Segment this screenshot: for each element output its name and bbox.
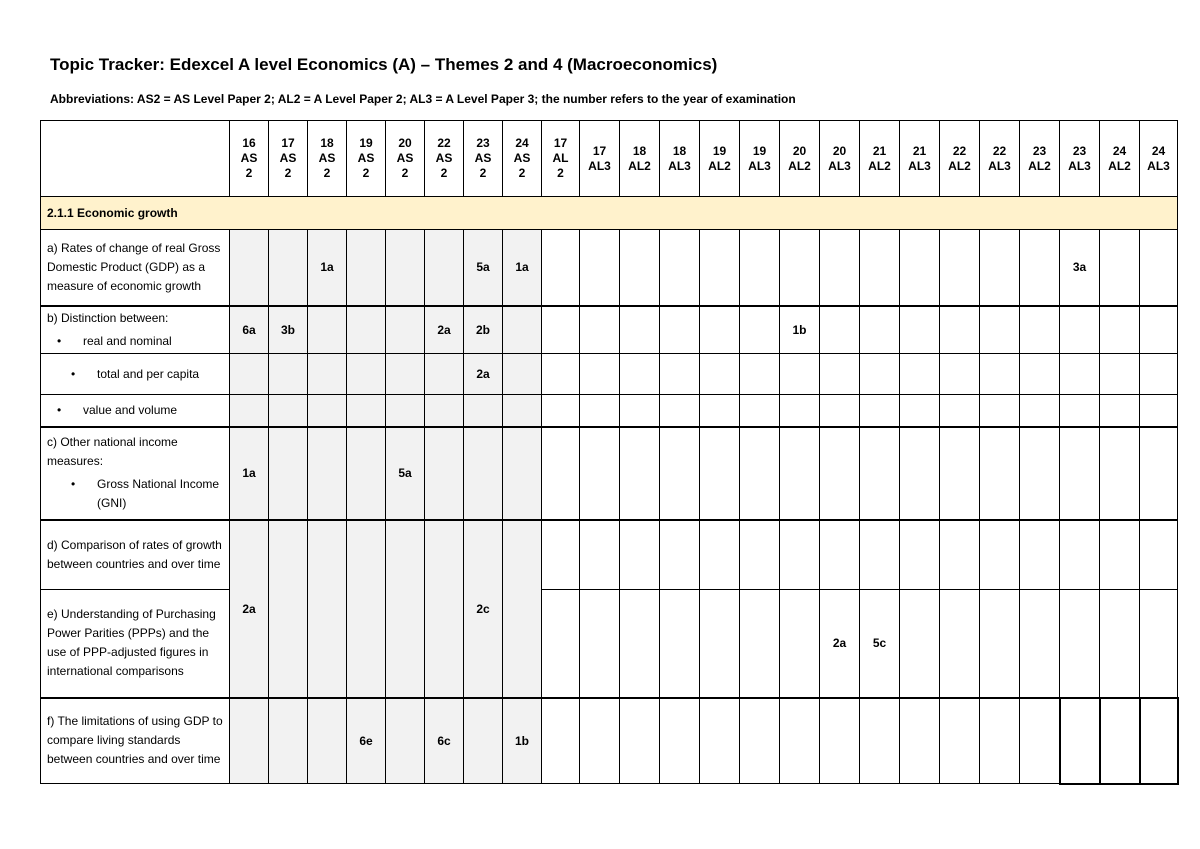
table-cell: [700, 354, 740, 395]
table-cell: [620, 395, 660, 427]
table-cell: [580, 354, 620, 395]
column-header: 16 AS 2: [230, 121, 269, 197]
table-cell: [386, 395, 425, 427]
table-cell: [269, 427, 308, 520]
table-cell: [580, 520, 620, 590]
table-cell: [700, 698, 740, 784]
table-cell: [230, 354, 269, 395]
table-cell: [1100, 698, 1140, 784]
column-header: 19 AS 2: [347, 121, 386, 197]
table-cell: [425, 354, 464, 395]
table-cell: [347, 520, 386, 698]
table-cell: 1b: [780, 306, 820, 354]
table-cell: [980, 427, 1020, 520]
table-cell: [1140, 354, 1178, 395]
table-cell: [1020, 395, 1060, 427]
table-cell: [940, 395, 980, 427]
table-cell: [503, 354, 542, 395]
table-cell: [820, 230, 860, 306]
table-cell: [347, 354, 386, 395]
table-cell: [542, 395, 580, 427]
table-cell: [542, 698, 580, 784]
table-cell: [308, 354, 347, 395]
table-cell: [1100, 306, 1140, 354]
table-cell: 1a: [503, 230, 542, 306]
table-cell: [308, 520, 347, 698]
table-cell: [580, 395, 620, 427]
table-cell: [580, 230, 620, 306]
table-cell: [820, 698, 860, 784]
table-cell: [425, 230, 464, 306]
table-cell: [780, 520, 820, 590]
column-header: 24 AL2: [1100, 121, 1140, 197]
table-cell: [269, 395, 308, 427]
table-cell: 5c: [860, 590, 900, 698]
table-cell: [1060, 520, 1100, 590]
table-cell: 2a: [230, 520, 269, 698]
table-cell: [980, 590, 1020, 698]
bullet-item: • Gross National Income (GNI): [47, 475, 225, 513]
table-cell: [740, 427, 780, 520]
table-cell: [1100, 427, 1140, 520]
table-cell: [900, 354, 940, 395]
table-cell: [620, 354, 660, 395]
table-cell: [940, 520, 980, 590]
column-header: 23 AS 2: [464, 121, 503, 197]
column-header: 17 AL 2: [542, 121, 580, 197]
table-cell: [1060, 698, 1100, 784]
table-cell: [700, 590, 740, 698]
column-header: 18 AL3: [660, 121, 700, 197]
table-cell: 1b: [503, 698, 542, 784]
table-cell: [386, 306, 425, 354]
table-cell: [940, 354, 980, 395]
page-title: Topic Tracker: Edexcel A level Economics (A) – Themes 2 and 4 (Macroeconomics): [50, 55, 718, 74]
column-header: 18 AL2: [620, 121, 660, 197]
table-cell: 5a: [386, 427, 425, 520]
bullet-item: • value and volume: [47, 401, 225, 420]
table-cell: [347, 306, 386, 354]
table-cell: 1a: [230, 427, 269, 520]
table-cell: [1020, 520, 1060, 590]
table-cell: [503, 427, 542, 520]
table-cell: [820, 354, 860, 395]
table-cell: [980, 395, 1020, 427]
row-label-c: c) Other national income measures: • Gross National Income (GNI): [41, 427, 230, 520]
table-cell: [980, 306, 1020, 354]
table-cell: [503, 395, 542, 427]
table-cell: 1a: [308, 230, 347, 306]
table-cell: [820, 427, 860, 520]
table-cell: [660, 520, 700, 590]
table-cell: [1140, 306, 1178, 354]
table-cell: [860, 230, 900, 306]
column-header: 22 AL2: [940, 121, 980, 197]
table-cell: [780, 230, 820, 306]
table-cell: [1100, 590, 1140, 698]
table-cell: 6e: [347, 698, 386, 784]
table-cell: 5a: [464, 230, 503, 306]
column-header: 19 AL2: [700, 121, 740, 197]
table-cell: 3a: [1060, 230, 1100, 306]
table-cell: [820, 306, 860, 354]
table-cell: [900, 395, 940, 427]
column-header: 20 AL3: [820, 121, 860, 197]
table-cell: [230, 230, 269, 306]
table-cell: 6c: [425, 698, 464, 784]
table-cell: [1100, 395, 1140, 427]
table-cell: [860, 520, 900, 590]
row-label-d: d) Comparison of rates of growth between countries and over time: [41, 520, 230, 590]
table-cell: [860, 354, 900, 395]
table-cell: [425, 395, 464, 427]
table-cell: [580, 306, 620, 354]
table-cell: [503, 520, 542, 698]
table-cell: [620, 427, 660, 520]
column-header: 18 AS 2: [308, 121, 347, 197]
table-cell: [740, 306, 780, 354]
table-cell: [900, 590, 940, 698]
table-cell: [347, 395, 386, 427]
table-cell: [620, 230, 660, 306]
table-cell: [860, 427, 900, 520]
table-cell: [980, 230, 1020, 306]
table-cell: [503, 306, 542, 354]
column-header: 24 AL3: [1140, 121, 1178, 197]
table-cell: [386, 230, 425, 306]
table-cell: [740, 698, 780, 784]
table-cell: [740, 395, 780, 427]
table-cell: [900, 306, 940, 354]
row-label-b: b) Distinction between: • real and nominal: [41, 306, 230, 354]
table-cell: [542, 520, 580, 590]
table-cell: [700, 395, 740, 427]
table-cell: [347, 230, 386, 306]
column-header: 17 AL3: [580, 121, 620, 197]
table-cell: [1060, 354, 1100, 395]
table-cell: [620, 306, 660, 354]
row-label-b-total: [41, 354, 230, 395]
table-cell: [780, 590, 820, 698]
table-cell: [1020, 230, 1060, 306]
table-cell: [580, 590, 620, 698]
section-header: 2.1.1 Economic growth: [41, 197, 1178, 230]
row-label-e: e) Understanding of Purchasing Power Parities (PPPs) and the use of PPP-adjusted figures in international comparisons: [41, 590, 230, 698]
table-cell: [700, 427, 740, 520]
column-header: 21 AL2: [860, 121, 900, 197]
table-cell: [1020, 354, 1060, 395]
table-cell: [542, 354, 580, 395]
table-cell: [308, 698, 347, 784]
table-cell: [269, 230, 308, 306]
table-cell: [230, 395, 269, 427]
table-cell: [230, 698, 269, 784]
table-cell: [940, 306, 980, 354]
column-header: 20 AL2: [780, 121, 820, 197]
table-cell: [780, 427, 820, 520]
table-cell: [1020, 590, 1060, 698]
table-cell: [308, 395, 347, 427]
table-cell: [660, 698, 700, 784]
table-cell: [620, 520, 660, 590]
table-cell: [269, 698, 308, 784]
table-cell: [1060, 427, 1100, 520]
table-cell: [940, 698, 980, 784]
table-cell: 2a: [464, 354, 503, 395]
table-cell: [780, 698, 820, 784]
table-cell: [269, 520, 308, 698]
table-cell: [900, 427, 940, 520]
table-cell: [820, 520, 860, 590]
table-cell: [386, 698, 425, 784]
column-header: 22 AL3: [980, 121, 1020, 197]
table-cell: [542, 306, 580, 354]
table-cell: 3b: [269, 306, 308, 354]
abbreviations-note: Abbreviations: AS2 = AS Level Paper 2; AL2 = A Level Paper 2; AL3 = A Level Paper 3; the number refers to the year of examination: [50, 92, 796, 106]
table-cell: [940, 427, 980, 520]
table-cell: [940, 590, 980, 698]
column-header: 19 AL3: [740, 121, 780, 197]
table-cell: [660, 354, 700, 395]
table-cell: [740, 520, 780, 590]
table-cell: [1100, 354, 1140, 395]
table-cell: [1140, 698, 1178, 784]
table-cell: [308, 306, 347, 354]
topic-tracker-table: [40, 120, 1179, 785]
table-cell: [1140, 590, 1178, 698]
table-cell: [386, 520, 425, 698]
table-cell: [464, 698, 503, 784]
table-cell: [860, 698, 900, 784]
table-cell: [347, 427, 386, 520]
table-cell: [1100, 520, 1140, 590]
table-cell: [1100, 230, 1140, 306]
table-cell: 2a: [820, 590, 860, 698]
column-header: 17 AS 2: [269, 121, 308, 197]
table-cell: [1140, 395, 1178, 427]
column-header: 22 AS 2: [425, 121, 464, 197]
table-cell: [580, 698, 620, 784]
table-cell: [386, 354, 425, 395]
column-header: 24 AS 2: [503, 121, 542, 197]
bullet-item: • total and per capita: [47, 365, 225, 384]
table-cell: [1140, 427, 1178, 520]
table-cell: [620, 698, 660, 784]
column-header: 21 AL3: [900, 121, 940, 197]
table-cell: [308, 427, 347, 520]
table-cell: [660, 230, 700, 306]
table-cell: [660, 590, 700, 698]
table-cell: [620, 590, 660, 698]
table-cell: [1140, 520, 1178, 590]
table-cell: [700, 230, 740, 306]
header-blank-cell: [41, 121, 230, 197]
table-cell: [660, 395, 700, 427]
table-cell: [425, 427, 464, 520]
table-cell: [780, 354, 820, 395]
table-cell: [780, 395, 820, 427]
table-cell: 2b: [464, 306, 503, 354]
table-cell: [580, 427, 620, 520]
table-cell: [740, 590, 780, 698]
table-cell: [542, 230, 580, 306]
table-cell: [900, 520, 940, 590]
table-cell: [464, 427, 503, 520]
table-cell: [740, 354, 780, 395]
table-cell: [1060, 306, 1100, 354]
table-cell: [980, 698, 1020, 784]
row-label-a: a) Rates of change of real Gross Domestic Product (GDP) as a measure of economic growth: [41, 230, 230, 306]
table-cell: [660, 427, 700, 520]
table-cell: [1140, 230, 1178, 306]
table-cell: [700, 520, 740, 590]
table-cell: [542, 427, 580, 520]
table-cell: [660, 306, 700, 354]
table-cell: [1060, 590, 1100, 698]
table-cell: 6a: [230, 306, 269, 354]
column-header: 20 AS 2: [386, 121, 425, 197]
row-label-f: f) The limitations of using GDP to compare living standards between countries and over time: [41, 698, 230, 784]
table-cell: [740, 230, 780, 306]
table-cell: [1060, 395, 1100, 427]
table-cell: [700, 306, 740, 354]
table-cell: [900, 698, 940, 784]
table-cell: [1020, 306, 1060, 354]
table-cell: [900, 230, 940, 306]
table-cell: [425, 520, 464, 698]
column-header: 23 AL2: [1020, 121, 1060, 197]
table-cell: [1020, 427, 1060, 520]
table-cell: [860, 395, 900, 427]
table-cell: [980, 520, 1020, 590]
column-header: 23 AL3: [1060, 121, 1100, 197]
table-cell: [940, 230, 980, 306]
table-cell: [860, 306, 900, 354]
table-cell: [820, 395, 860, 427]
table-cell: 2c: [464, 520, 503, 698]
table-cell: [542, 590, 580, 698]
table-cell: [269, 354, 308, 395]
table-cell: 2a: [425, 306, 464, 354]
table-cell: [980, 354, 1020, 395]
table-cell: [464, 395, 503, 427]
row-label-b-value: [41, 395, 230, 427]
table-cell: [1020, 698, 1060, 784]
